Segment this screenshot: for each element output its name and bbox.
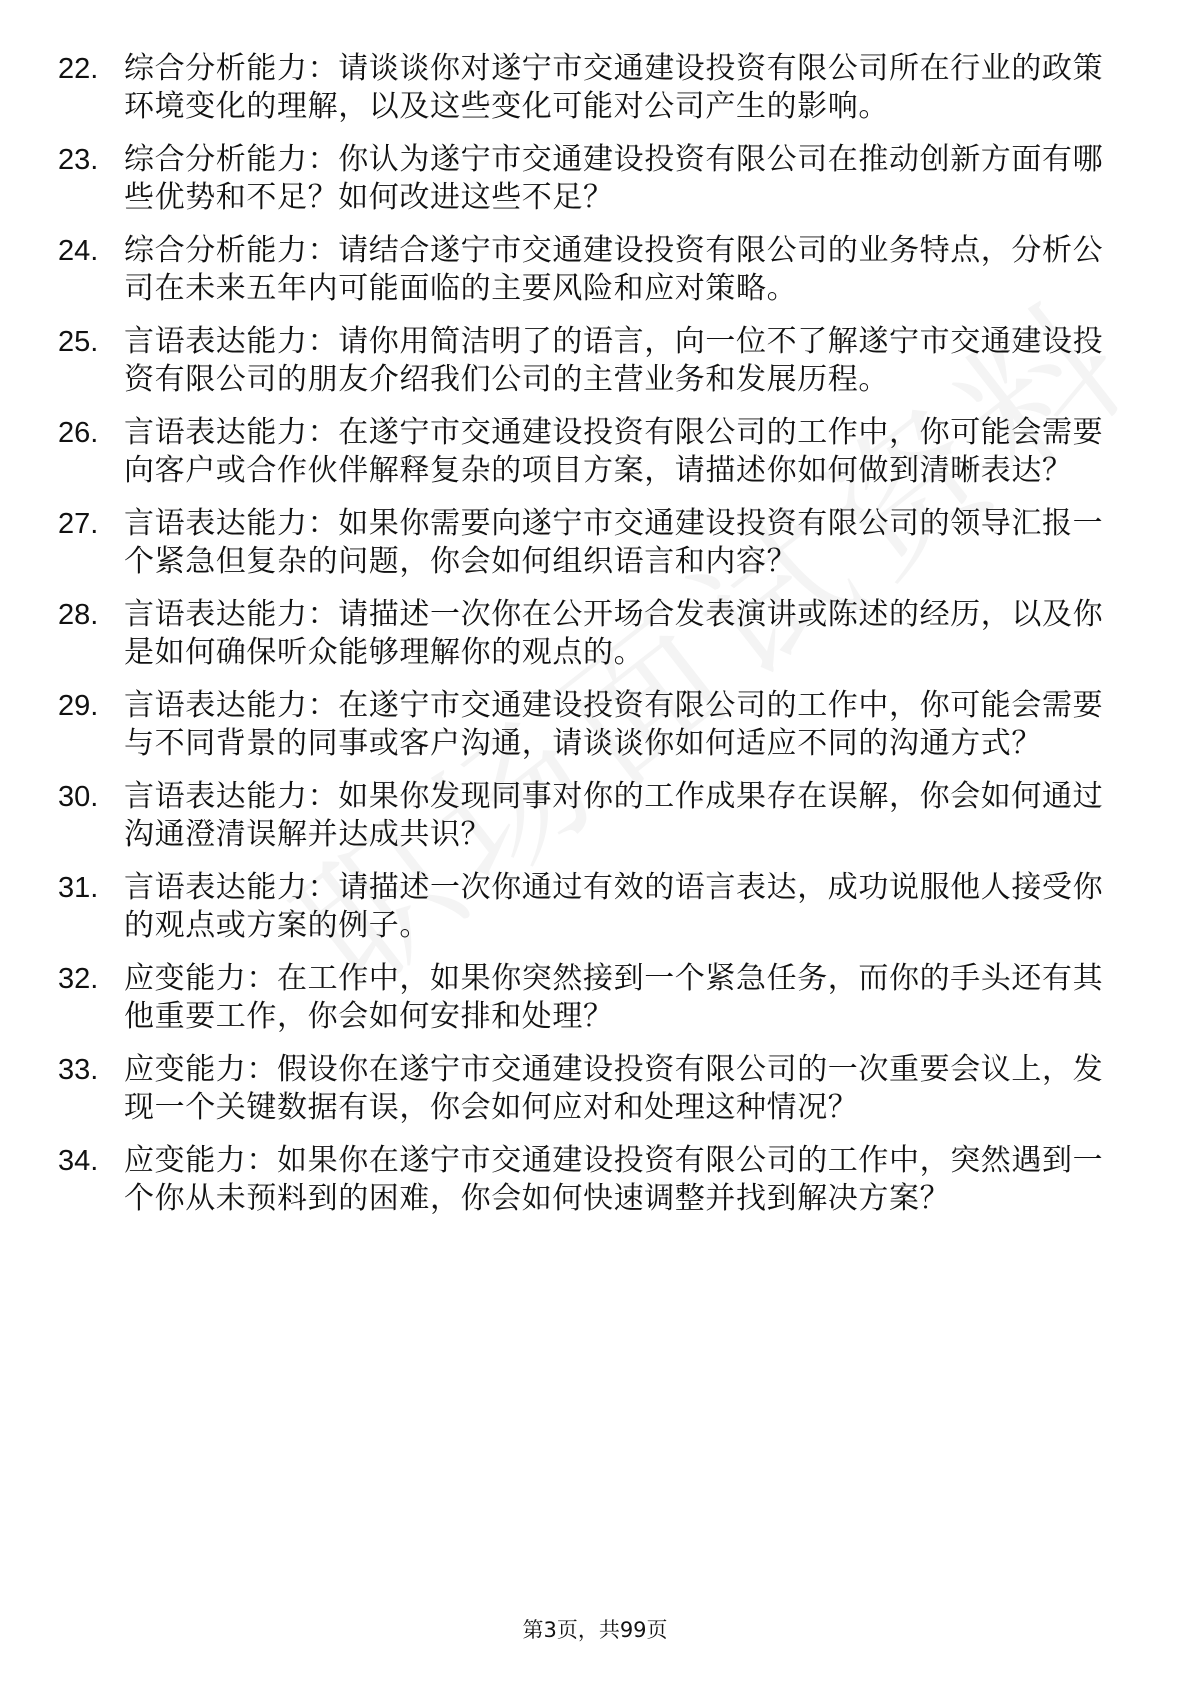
question-item <box>58 50 1108 126</box>
question-item <box>58 960 1108 1036</box>
question-number: 32. <box>58 963 99 995</box>
question-text: 应变能力：在工作中，如果你突然接到一个紧急任务，而你的手头还有其他重要工作，你会如何安排和处理？ <box>124 961 1104 1034</box>
question-item <box>58 778 1108 854</box>
question-text: 应变能力：假设你在遂宁市交通建设投资有限公司的一次重要会议上，发现一个关键数据有误，你会如何应对和处理这种情况？ <box>124 1052 1104 1125</box>
question-item <box>58 1051 1108 1127</box>
question-text: 言语表达能力：在遂宁市交通建设投资有限公司的工作中，你可能会需要向客户或合作伙伴解释复杂的项目方案，请描述你如何做到清晰表达？ <box>124 415 1104 488</box>
question-item <box>58 323 1108 399</box>
question-item <box>58 596 1108 672</box>
question-text: 言语表达能力：如果你发现同事对你的工作成果存在误解，你会如何通过沟通澄清误解并达成共识？ <box>124 779 1104 852</box>
question-item <box>58 232 1108 308</box>
question-item <box>58 687 1108 763</box>
question-text: 综合分析能力：请谈谈你对遂宁市交通建设投资有限公司所在行业的政策环境变化的理解，以及这些变化可能对公司产生的影响。 <box>124 51 1104 124</box>
question-item <box>58 505 1108 581</box>
question-text: 言语表达能力：请你用简洁明了的语言，向一位不了解遂宁市交通建设投资有限公司的朋友介绍我们公司的主营业务和发展历程。 <box>124 324 1104 397</box>
question-item <box>58 414 1108 490</box>
question-item <box>58 869 1108 945</box>
question-text: 综合分析能力：请结合遂宁市交通建设投资有限公司的业务特点，分析公司在未来五年内可能面临的主要风险和应对策略。 <box>124 233 1104 306</box>
question-item <box>58 1142 1108 1218</box>
question-number: 27. <box>58 508 99 540</box>
question-number: 23. <box>58 144 99 176</box>
question-number: 22. <box>58 53 99 85</box>
question-item <box>58 141 1108 217</box>
question-number: 34. <box>58 1145 99 1177</box>
question-number: 28. <box>58 599 99 631</box>
question-number: 29. <box>58 690 99 722</box>
page-footer <box>0 1616 1190 1644</box>
question-number: 24. <box>58 235 99 267</box>
question-number: 26. <box>58 417 99 449</box>
question-number: 25. <box>58 326 99 358</box>
question-text: 言语表达能力：在遂宁市交通建设投资有限公司的工作中，你可能会需要与不同背景的同事或客户沟通，请谈谈你如何适应不同的沟通方式？ <box>124 688 1104 761</box>
question-number: 33. <box>58 1054 99 1086</box>
page-number: 第3页，共99页 <box>522 1618 668 1642</box>
question-text: 言语表达能力：请描述一次你在公开场合发表演讲或陈述的经历，以及你是如何确保听众能够理解你的观点的。 <box>124 597 1104 670</box>
question-text: 综合分析能力：你认为遂宁市交通建设投资有限公司在推动创新方面有哪些优势和不足？如何改进这些不足？ <box>124 142 1104 215</box>
question-number: 30. <box>58 781 99 813</box>
question-number: 31. <box>58 872 99 904</box>
question-text: 言语表达能力：请描述一次你通过有效的语言表达，成功说服他人接受你的观点或方案的例子。 <box>124 870 1104 943</box>
question-text: 应变能力：如果你在遂宁市交通建设投资有限公司的工作中，突然遇到一个你从未预料到的困难，你会如何快速调整并找到解决方案？ <box>124 1143 1104 1216</box>
question-list <box>58 50 1108 1233</box>
question-text: 言语表达能力：如果你需要向遂宁市交通建设投资有限公司的领导汇报一个紧急但复杂的问题，你会如何组织语言和内容？ <box>124 506 1104 579</box>
